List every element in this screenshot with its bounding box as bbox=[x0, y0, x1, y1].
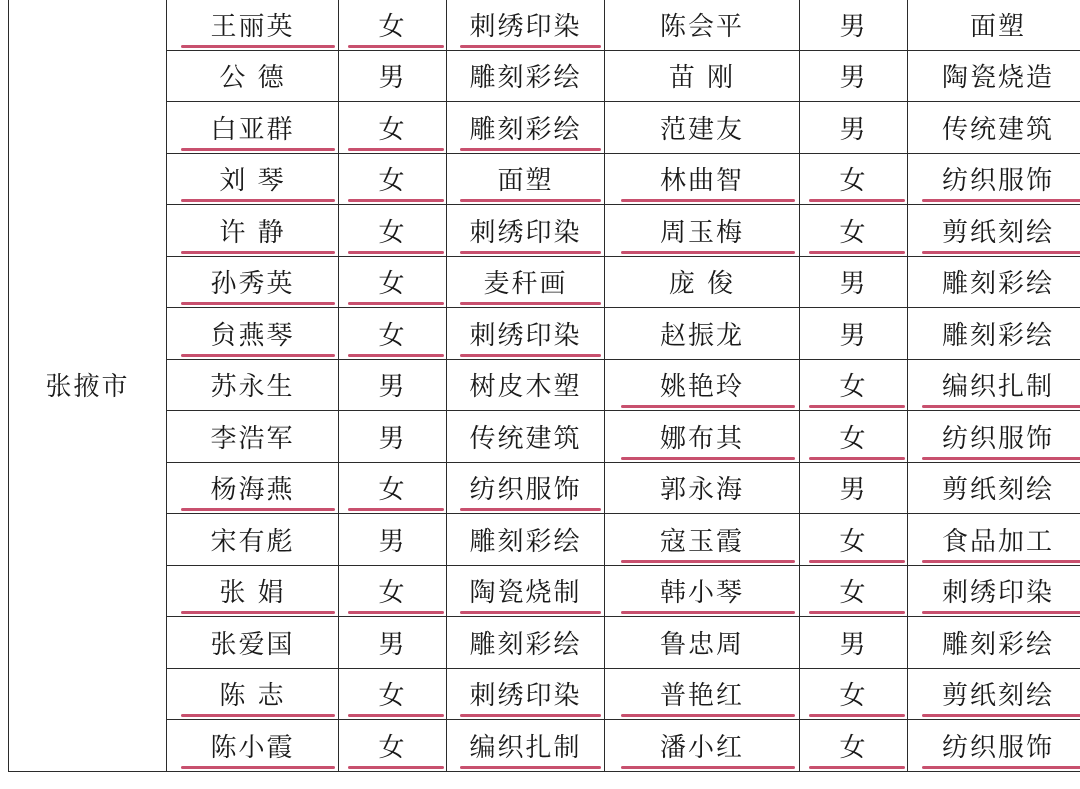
gender-text: 女 bbox=[378, 578, 407, 609]
gender-text: 男 bbox=[839, 114, 868, 145]
craft-text: 刺绣印染 bbox=[469, 320, 582, 351]
left-craft-cell bbox=[447, 256, 605, 308]
craft-text: 刺绣印染 bbox=[941, 578, 1054, 609]
right-name-cell bbox=[605, 102, 800, 154]
craft-text: 刺绣印染 bbox=[469, 681, 582, 712]
left-name-cell bbox=[167, 411, 339, 463]
name-text: 李浩军 bbox=[210, 423, 295, 454]
right-gender-cell bbox=[800, 720, 908, 772]
right-craft-cell bbox=[908, 308, 1080, 360]
right-name-cell bbox=[605, 359, 800, 411]
right-gender-cell bbox=[800, 565, 908, 617]
left-gender-cell bbox=[339, 565, 447, 617]
craft-text: 食品加工 bbox=[941, 526, 1054, 557]
table-row bbox=[9, 205, 1080, 257]
right-name-cell bbox=[605, 720, 800, 772]
left-gender-cell bbox=[339, 514, 447, 566]
craft-text: 传统建筑 bbox=[941, 114, 1054, 145]
craft-text: 纺织服饰 bbox=[941, 732, 1054, 763]
gender-text: 男 bbox=[839, 11, 868, 42]
name-text: 苏永生 bbox=[210, 372, 295, 403]
craft-text: 雕刻彩绘 bbox=[941, 269, 1054, 300]
name-text: 陈小霞 bbox=[210, 732, 295, 763]
left-name-cell bbox=[167, 720, 339, 772]
right-name-cell bbox=[605, 308, 800, 360]
gender-text: 女 bbox=[839, 578, 868, 609]
name-text: 杨海燕 bbox=[210, 475, 295, 506]
craft-text: 剪纸刻绘 bbox=[941, 681, 1054, 712]
right-gender-cell bbox=[800, 514, 908, 566]
left-craft-cell bbox=[447, 617, 605, 669]
left-gender-cell bbox=[339, 153, 447, 205]
left-craft-cell bbox=[447, 102, 605, 154]
right-name-cell bbox=[605, 0, 800, 50]
table-row bbox=[9, 0, 1080, 50]
right-gender-cell bbox=[800, 205, 908, 257]
name-text: 姚艳玲 bbox=[659, 372, 744, 403]
right-name-cell bbox=[605, 50, 800, 102]
left-gender-cell bbox=[339, 617, 447, 669]
gender-text: 女 bbox=[378, 732, 407, 763]
left-craft-cell bbox=[447, 0, 605, 50]
city-cell bbox=[9, 0, 167, 771]
right-gender-cell bbox=[800, 153, 908, 205]
right-name-cell bbox=[605, 668, 800, 720]
gender-text: 女 bbox=[378, 269, 407, 300]
left-name-cell bbox=[167, 668, 339, 720]
craft-text: 雕刻彩绘 bbox=[469, 114, 582, 145]
craft-text: 面塑 bbox=[497, 166, 554, 197]
name-text: 娜布其 bbox=[659, 423, 744, 454]
left-name-cell bbox=[167, 308, 339, 360]
gender-text: 女 bbox=[378, 320, 407, 351]
name-text: 范建友 bbox=[659, 114, 744, 145]
name-text: 白亚群 bbox=[210, 114, 295, 145]
gender-text: 女 bbox=[378, 681, 407, 712]
right-craft-cell bbox=[908, 462, 1080, 514]
right-craft-cell bbox=[908, 0, 1080, 50]
gender-text: 女 bbox=[378, 11, 407, 42]
right-craft-cell bbox=[908, 153, 1080, 205]
name-text: 刘 琴 bbox=[219, 166, 286, 197]
name-text: 王丽英 bbox=[210, 11, 295, 42]
left-craft-cell bbox=[447, 565, 605, 617]
gender-text: 女 bbox=[378, 114, 407, 145]
craft-text: 树皮木塑 bbox=[469, 372, 582, 403]
craft-text: 雕刻彩绘 bbox=[941, 320, 1054, 351]
table-row bbox=[9, 308, 1080, 360]
right-name-cell bbox=[605, 153, 800, 205]
table-row bbox=[9, 359, 1080, 411]
name-text: 公 德 bbox=[219, 63, 286, 94]
table-row bbox=[9, 102, 1080, 154]
right-craft-cell bbox=[908, 50, 1080, 102]
left-name-cell bbox=[167, 205, 339, 257]
table-row bbox=[9, 411, 1080, 463]
craft-text: 纺织服饰 bbox=[469, 475, 582, 506]
name-text: 张 娟 bbox=[219, 578, 286, 609]
gender-text: 女 bbox=[378, 166, 407, 197]
name-text: 张爱国 bbox=[210, 629, 295, 660]
name-text: 鲁忠周 bbox=[659, 629, 744, 660]
city-label: 张掖市 bbox=[45, 372, 130, 403]
right-name-cell bbox=[605, 462, 800, 514]
right-name-cell bbox=[605, 205, 800, 257]
left-name-cell bbox=[167, 153, 339, 205]
left-craft-cell bbox=[447, 668, 605, 720]
gender-text: 男 bbox=[378, 423, 407, 454]
left-craft-cell bbox=[447, 205, 605, 257]
craft-text: 雕刻彩绘 bbox=[469, 63, 582, 94]
left-craft-cell bbox=[447, 514, 605, 566]
craft-text: 麦秆画 bbox=[483, 269, 568, 300]
right-craft-cell bbox=[908, 102, 1080, 154]
name-text: 孙秀英 bbox=[210, 269, 295, 300]
right-gender-cell bbox=[800, 0, 908, 50]
name-text: 林曲智 bbox=[659, 166, 744, 197]
name-text: 郭永海 bbox=[659, 475, 744, 506]
gender-text: 男 bbox=[839, 269, 868, 300]
left-craft-cell bbox=[447, 308, 605, 360]
gender-text: 男 bbox=[378, 629, 407, 660]
gender-text: 男 bbox=[378, 526, 407, 557]
craft-text: 编织扎制 bbox=[469, 732, 582, 763]
roster-body bbox=[9, 0, 1080, 771]
right-craft-cell bbox=[908, 720, 1080, 772]
gender-text: 女 bbox=[839, 217, 868, 248]
left-gender-cell bbox=[339, 668, 447, 720]
craft-text: 雕刻彩绘 bbox=[469, 526, 582, 557]
craft-text: 刺绣印染 bbox=[469, 217, 582, 248]
left-name-cell bbox=[167, 514, 339, 566]
right-craft-cell bbox=[908, 359, 1080, 411]
left-craft-cell bbox=[447, 411, 605, 463]
name-text: 普艳红 bbox=[659, 681, 744, 712]
craft-text: 编织扎制 bbox=[941, 372, 1054, 403]
gender-text: 男 bbox=[839, 63, 868, 94]
craft-text: 雕刻彩绘 bbox=[941, 629, 1054, 660]
left-gender-cell bbox=[339, 256, 447, 308]
right-name-cell bbox=[605, 411, 800, 463]
right-gender-cell bbox=[800, 256, 908, 308]
craft-text: 纺织服饰 bbox=[941, 423, 1054, 454]
name-text: 赵振龙 bbox=[659, 320, 744, 351]
table-row bbox=[9, 514, 1080, 566]
table-row bbox=[9, 720, 1080, 772]
right-gender-cell bbox=[800, 462, 908, 514]
gender-text: 女 bbox=[378, 475, 407, 506]
right-craft-cell bbox=[908, 256, 1080, 308]
table-row bbox=[9, 668, 1080, 720]
gender-text: 女 bbox=[839, 681, 868, 712]
right-craft-cell bbox=[908, 668, 1080, 720]
left-name-cell bbox=[167, 50, 339, 102]
name-text: 潘小红 bbox=[659, 732, 744, 763]
gender-text: 男 bbox=[839, 320, 868, 351]
right-name-cell bbox=[605, 565, 800, 617]
craft-text: 纺织服饰 bbox=[941, 166, 1054, 197]
table-row bbox=[9, 462, 1080, 514]
gender-text: 男 bbox=[839, 475, 868, 506]
table-row bbox=[9, 565, 1080, 617]
right-craft-cell bbox=[908, 411, 1080, 463]
left-name-cell bbox=[167, 462, 339, 514]
craft-text: 刺绣印染 bbox=[469, 11, 582, 42]
name-text: 宋有彪 bbox=[210, 526, 295, 557]
left-gender-cell bbox=[339, 50, 447, 102]
name-text: 庞 俊 bbox=[668, 269, 736, 300]
right-gender-cell bbox=[800, 50, 908, 102]
right-name-cell bbox=[605, 514, 800, 566]
gender-text: 女 bbox=[839, 372, 868, 403]
table-row bbox=[9, 617, 1080, 669]
name-text: 许 静 bbox=[219, 217, 286, 248]
left-name-cell bbox=[167, 102, 339, 154]
left-craft-cell bbox=[447, 462, 605, 514]
left-gender-cell bbox=[339, 205, 447, 257]
left-gender-cell bbox=[339, 102, 447, 154]
right-gender-cell bbox=[800, 102, 908, 154]
left-craft-cell bbox=[447, 359, 605, 411]
right-craft-cell bbox=[908, 205, 1080, 257]
left-gender-cell bbox=[339, 411, 447, 463]
name-text: 陈 志 bbox=[219, 681, 286, 712]
left-name-cell bbox=[167, 565, 339, 617]
left-name-cell bbox=[167, 256, 339, 308]
right-craft-cell bbox=[908, 514, 1080, 566]
gender-text: 女 bbox=[839, 166, 868, 197]
left-name-cell bbox=[167, 0, 339, 50]
name-text: 苗 刚 bbox=[668, 63, 736, 94]
gender-text: 女 bbox=[839, 732, 868, 763]
left-gender-cell bbox=[339, 359, 447, 411]
name-text: 韩小琴 bbox=[659, 578, 744, 609]
right-gender-cell bbox=[800, 359, 908, 411]
craft-text: 传统建筑 bbox=[469, 423, 582, 454]
craft-text: 雕刻彩绘 bbox=[469, 629, 582, 660]
craft-text: 剪纸刻绘 bbox=[941, 217, 1054, 248]
right-name-cell bbox=[605, 256, 800, 308]
right-craft-cell bbox=[908, 617, 1080, 669]
gender-text: 男 bbox=[378, 63, 407, 94]
left-name-cell bbox=[167, 359, 339, 411]
left-craft-cell bbox=[447, 50, 605, 102]
right-gender-cell bbox=[800, 617, 908, 669]
craft-text: 陶瓷烧造 bbox=[941, 63, 1054, 94]
gender-text: 男 bbox=[839, 629, 868, 660]
left-craft-cell bbox=[447, 153, 605, 205]
left-gender-cell bbox=[339, 0, 447, 50]
right-gender-cell bbox=[800, 668, 908, 720]
left-gender-cell bbox=[339, 720, 447, 772]
table-row bbox=[9, 153, 1080, 205]
craft-text: 陶瓷烧制 bbox=[469, 578, 582, 609]
craft-text: 面塑 bbox=[969, 11, 1026, 42]
left-name-cell bbox=[167, 617, 339, 669]
left-gender-cell bbox=[339, 308, 447, 360]
name-text: 寇玉霞 bbox=[659, 526, 744, 557]
name-text: 周玉梅 bbox=[659, 217, 744, 248]
gender-text: 女 bbox=[378, 217, 407, 248]
left-gender-cell bbox=[339, 462, 447, 514]
left-craft-cell bbox=[447, 720, 605, 772]
table-row bbox=[9, 256, 1080, 308]
craft-text: 剪纸刻绘 bbox=[941, 475, 1054, 506]
artisan-roster-table bbox=[8, 0, 1080, 772]
right-gender-cell bbox=[800, 411, 908, 463]
table-row bbox=[9, 50, 1080, 102]
name-text: 贠燕琴 bbox=[210, 320, 295, 351]
right-craft-cell bbox=[908, 565, 1080, 617]
gender-text: 男 bbox=[378, 372, 407, 403]
name-text: 陈会平 bbox=[659, 11, 744, 42]
right-gender-cell bbox=[800, 308, 908, 360]
gender-text: 女 bbox=[839, 423, 868, 454]
right-name-cell bbox=[605, 617, 800, 669]
gender-text: 女 bbox=[839, 526, 868, 557]
